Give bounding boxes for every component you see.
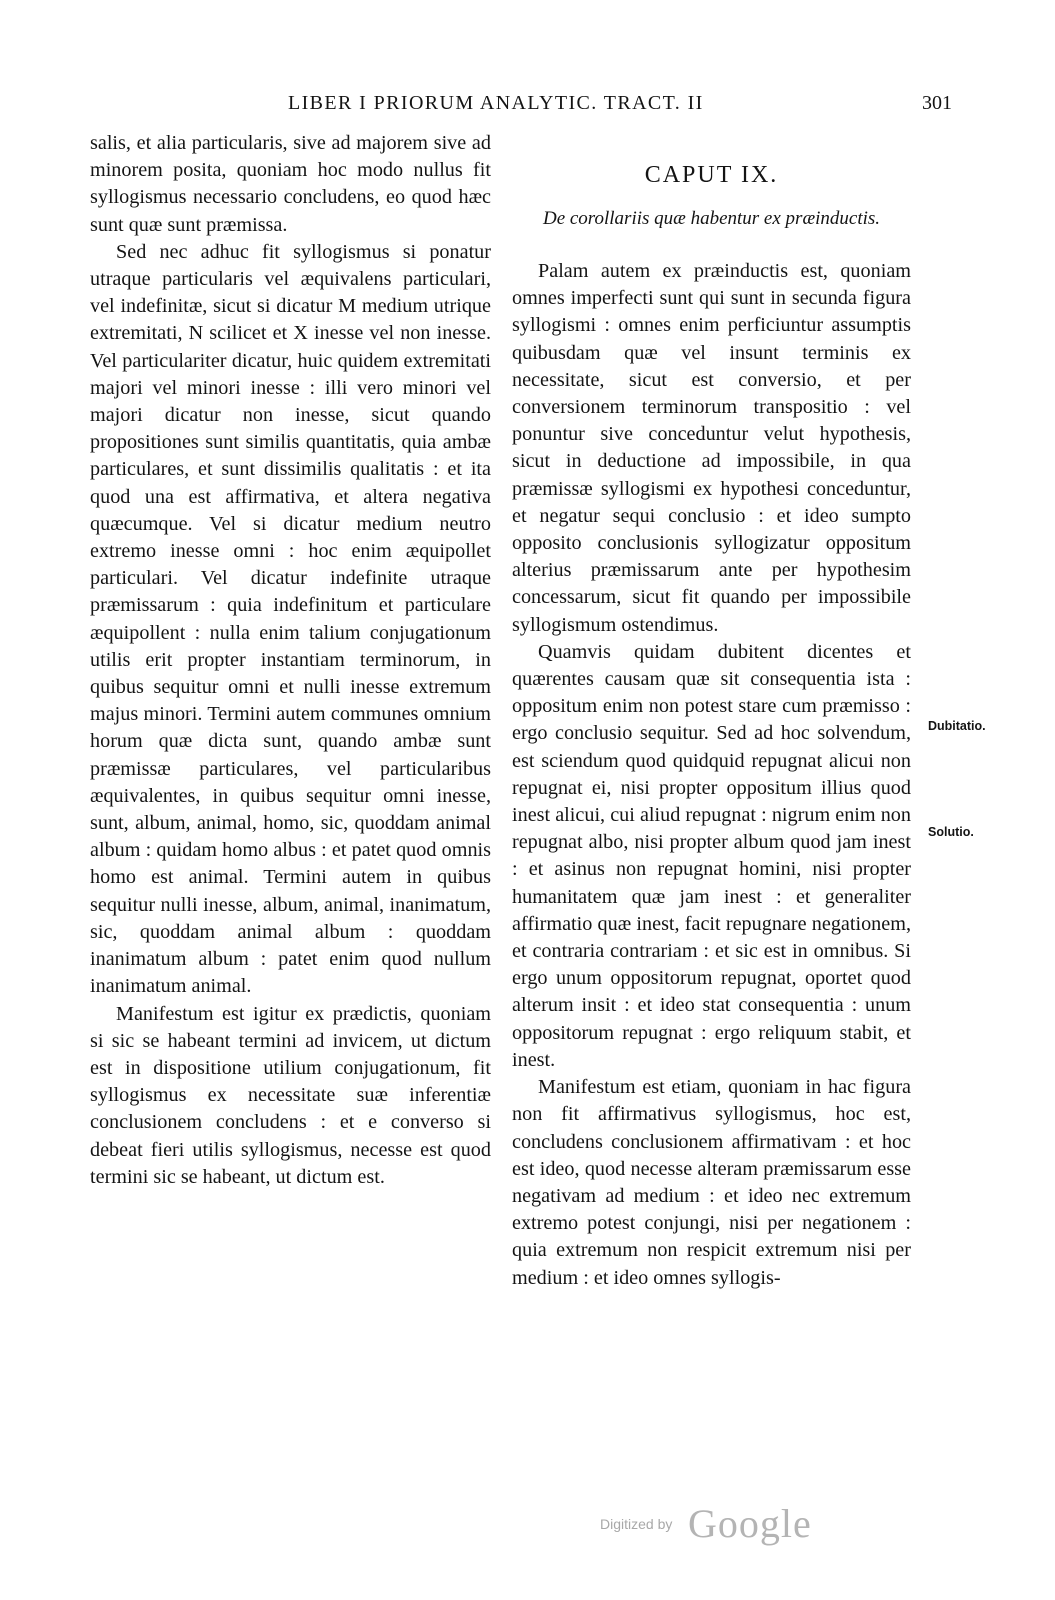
left-paragraph-2: Sed nec adhuc fit syllogismus si ponatur utraque particularis vel æquivalens particulari, vel indefinitæ, sicut si dicatur M medium utrique extremitati, N scilicet et X inesse vel non inesse. Vel particulariter dicatur, huic quidem extremitati majori vel minori inesse : illi vero minori vel majori dicatur non inesse, sicut quando propositiones sunt similis quantitatis, quia ambæ particulares, et sunt dissimilis qualitatis : et ita quod una est affirmativa, et altera negativa quæcumque. Vel si dicatur medium neutro extremo inesse omni : hoc enim æquipollet particulari. Vel dicatur indefinite utraque præmissarum : quia indefinitum et particulare æquipollent : nulla enim talium conjugationum utilis erit propter instantiam terminorum, in quibus sequitur omni et nulli inesse extremum majus minori. Termini autem communes omnium horum quæ dicta sunt, quando ambæ sunt præmissæ particulares, vel particularibus æquivalentes, in quibus sequitur omni inesse, sunt, album, animal, homo, sic, quoddam animal album : quidam homo albus : et patet quod omnis homo est animal. Termini autem in quibus sequitur nulli inesse, album, animal, inanimatum, sic, quoddam animal album : quoddam inanimatum album : patet enim quod nullum inanimatum animal.	[90, 240, 491, 998]
digitization-watermark	[600, 1500, 840, 1560]
chapter-title: CAPUT IX.	[644, 162, 779, 188]
page-number: 301	[922, 92, 952, 114]
left-paragraph-1: salis, et alia particularis, sive ad majorem sive ad minorem posita, quoniam hoc modo nullus fit syllogismus necessario concludens, eo quod hæc sunt quæ sunt præmissa.	[90, 132, 491, 236]
marginal-note-dubitatio: Dubitatio.	[928, 719, 986, 733]
digitized-by-text: Digitized by	[600, 1516, 673, 1532]
left-paragraph-3: Manifestum est igitur ex prædictis, quoniam si sic se habeant termini ad invicem, ut dictum est in dispositione utilium conjugationum, fit syllogismus ex necessitate suæ inferentiæ conclusionem concludens : et e converso si debeat fieri utilis syllogismus, necesse est quod termini sic se habeant, ut dictum est.	[90, 1002, 491, 1188]
running-head: LIBER I PRIORUM ANALYTIC. TRACT. II	[288, 92, 704, 114]
chapter-subtitle: De corollariis quæ habentur ex præinductis.	[542, 208, 881, 229]
right-paragraph-1: Palam autem ex præinductis est, quoniam omnes imperfecti sunt qui sunt in secunda figura syllogismi : omnes enim perficiuntur assumptis quibusdam quæ vel insunt terminis ex necessitate, sicut est conversio, et per conversionem terminorum transpositio : vel ponuntur sive conceduntur velut hypothesis, sicut in deductione ad impossibile, in qua præmissæ syllogismi ex hypothesi conceduntur, et negatur sequi conclusio : et ideo sumpto opposito conclusionis syllogizatur oppositum alterius præmissarum ante per hypothesim concessarum, sicut fit quando per impossibile syllogismum ostendimus.	[512, 260, 911, 636]
right-column	[512, 130, 911, 1292]
right-paragraph-3: Manifestum est etiam, quoniam in hac figura non fit affirmativus syllogismus, hoc est, concludens conclusionem affirmativam : et hoc est ideo, quod necesse alteram præmissarum esse negativam ad medium : et ideo nec extremum extremo potest conjungi, nisi per negationem : quia extremum non respicit extremum nisi per medium : et ideo omnes syllogis-	[512, 1076, 911, 1289]
page-header	[88, 92, 952, 122]
left-column	[90, 130, 491, 1191]
marginal-note-solutio: Solutio.	[928, 825, 974, 839]
right-paragraph-2: Quamvis quidam dubitent dicentes et quærentes causam quæ sit consequentia ista : oppositum enim non potest stare cum præmisso : ergo conclusio sequitur. Sed ad hoc solvendum, est sciendum quod quidquid repugnat alicui non repugnat ei, nisi propter oppositum illius quod inest alicui, cui aliud repugnat : nigrum enim non repugnat albo, nisi propter album quod jam inest : et asinus non repugnat homini, nisi propter humanitatem quæ jam inest : et generaliter affirmatio quæ inest, facit repugnare negationem, et contraria contrariam : et sic est in omnibus. Si ergo unum oppositorum repugnat, oportet quod alterum insit : et ideo stat consequentia : unum oppositorum repugnat : ergo reliquum stabit, et inest.	[512, 640, 911, 1071]
google-logo: Google	[688, 1501, 812, 1546]
